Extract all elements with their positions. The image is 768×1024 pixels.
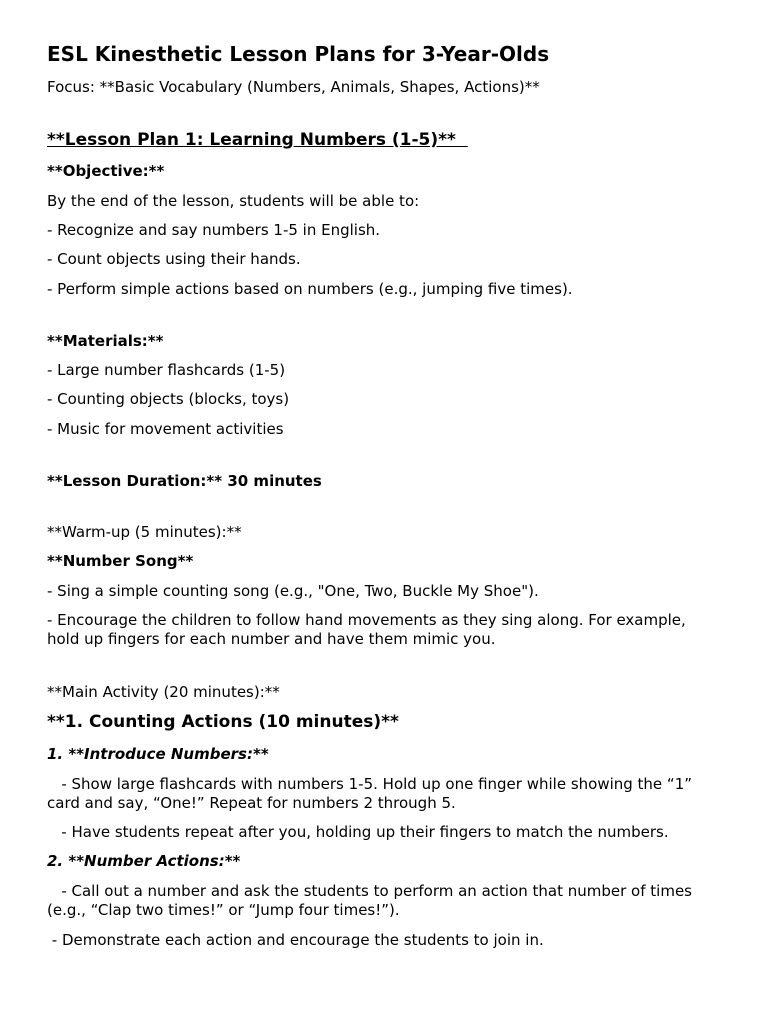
number-actions-item: - Call out a number and ask the students to perform an action that number of times (e.g., “Clap two times!” or “Jump four times!”). bbox=[47, 882, 697, 919]
objective-intro: By the end of the lesson, students will be able to: bbox=[47, 192, 420, 210]
document-title: ESL Kinesthetic Lesson Plans for 3-Year-Olds bbox=[47, 42, 550, 66]
materials-item: - Counting objects (blocks, toys) bbox=[47, 390, 290, 408]
introduce-numbers-item: - Show large flashcards with numbers 1-5. Hold up one finger while showing the “1” card and say, “One!” Repeat for numbers 2 through 5. bbox=[47, 775, 697, 812]
objective-item: - Perform simple actions based on numbers (e.g., jumping five times). bbox=[47, 280, 573, 298]
objective-heading: **Objective:** bbox=[47, 162, 165, 180]
materials-item: - Music for movement activities bbox=[47, 420, 284, 438]
song-item: - Encourage the children to follow hand movements as they sing along. For example, hold up fingers for each number and have them mimic you. bbox=[47, 611, 686, 648]
number-actions-item: - Demonstrate each action and encourage the students to join in. bbox=[47, 931, 544, 949]
introduce-numbers-item: - Have students repeat after you, holding up their fingers to match the numbers. bbox=[47, 823, 669, 841]
duration-line: **Lesson Duration:** 30 minutes bbox=[47, 472, 322, 490]
introduce-numbers-heading: 1. **Introduce Numbers:** bbox=[47, 745, 269, 763]
lesson-title: **Lesson Plan 1: Learning Numbers (1-5)** bbox=[47, 130, 468, 150]
counting-actions-heading: **1. Counting Actions (10 minutes)** bbox=[47, 712, 399, 732]
objective-item: - Recognize and say numbers 1-5 in English. bbox=[47, 221, 381, 239]
song-heading: **Number Song** bbox=[47, 552, 194, 570]
main-activity-heading: **Main Activity (20 minutes):** bbox=[47, 683, 280, 701]
materials-heading: **Materials:** bbox=[47, 332, 164, 350]
focus-line: Focus: **Basic Vocabulary (Numbers, Animals, Shapes, Actions)** bbox=[47, 78, 540, 96]
song-item: - Sing a simple counting song (e.g., "One, Two, Buckle My Shoe"). bbox=[47, 582, 539, 600]
number-actions-heading: 2. **Number Actions:** bbox=[47, 852, 241, 870]
objective-item: - Count objects using their hands. bbox=[47, 250, 301, 268]
warmup-heading: **Warm-up (5 minutes):** bbox=[47, 523, 242, 541]
materials-item: - Large number flashcards (1-5) bbox=[47, 361, 286, 379]
